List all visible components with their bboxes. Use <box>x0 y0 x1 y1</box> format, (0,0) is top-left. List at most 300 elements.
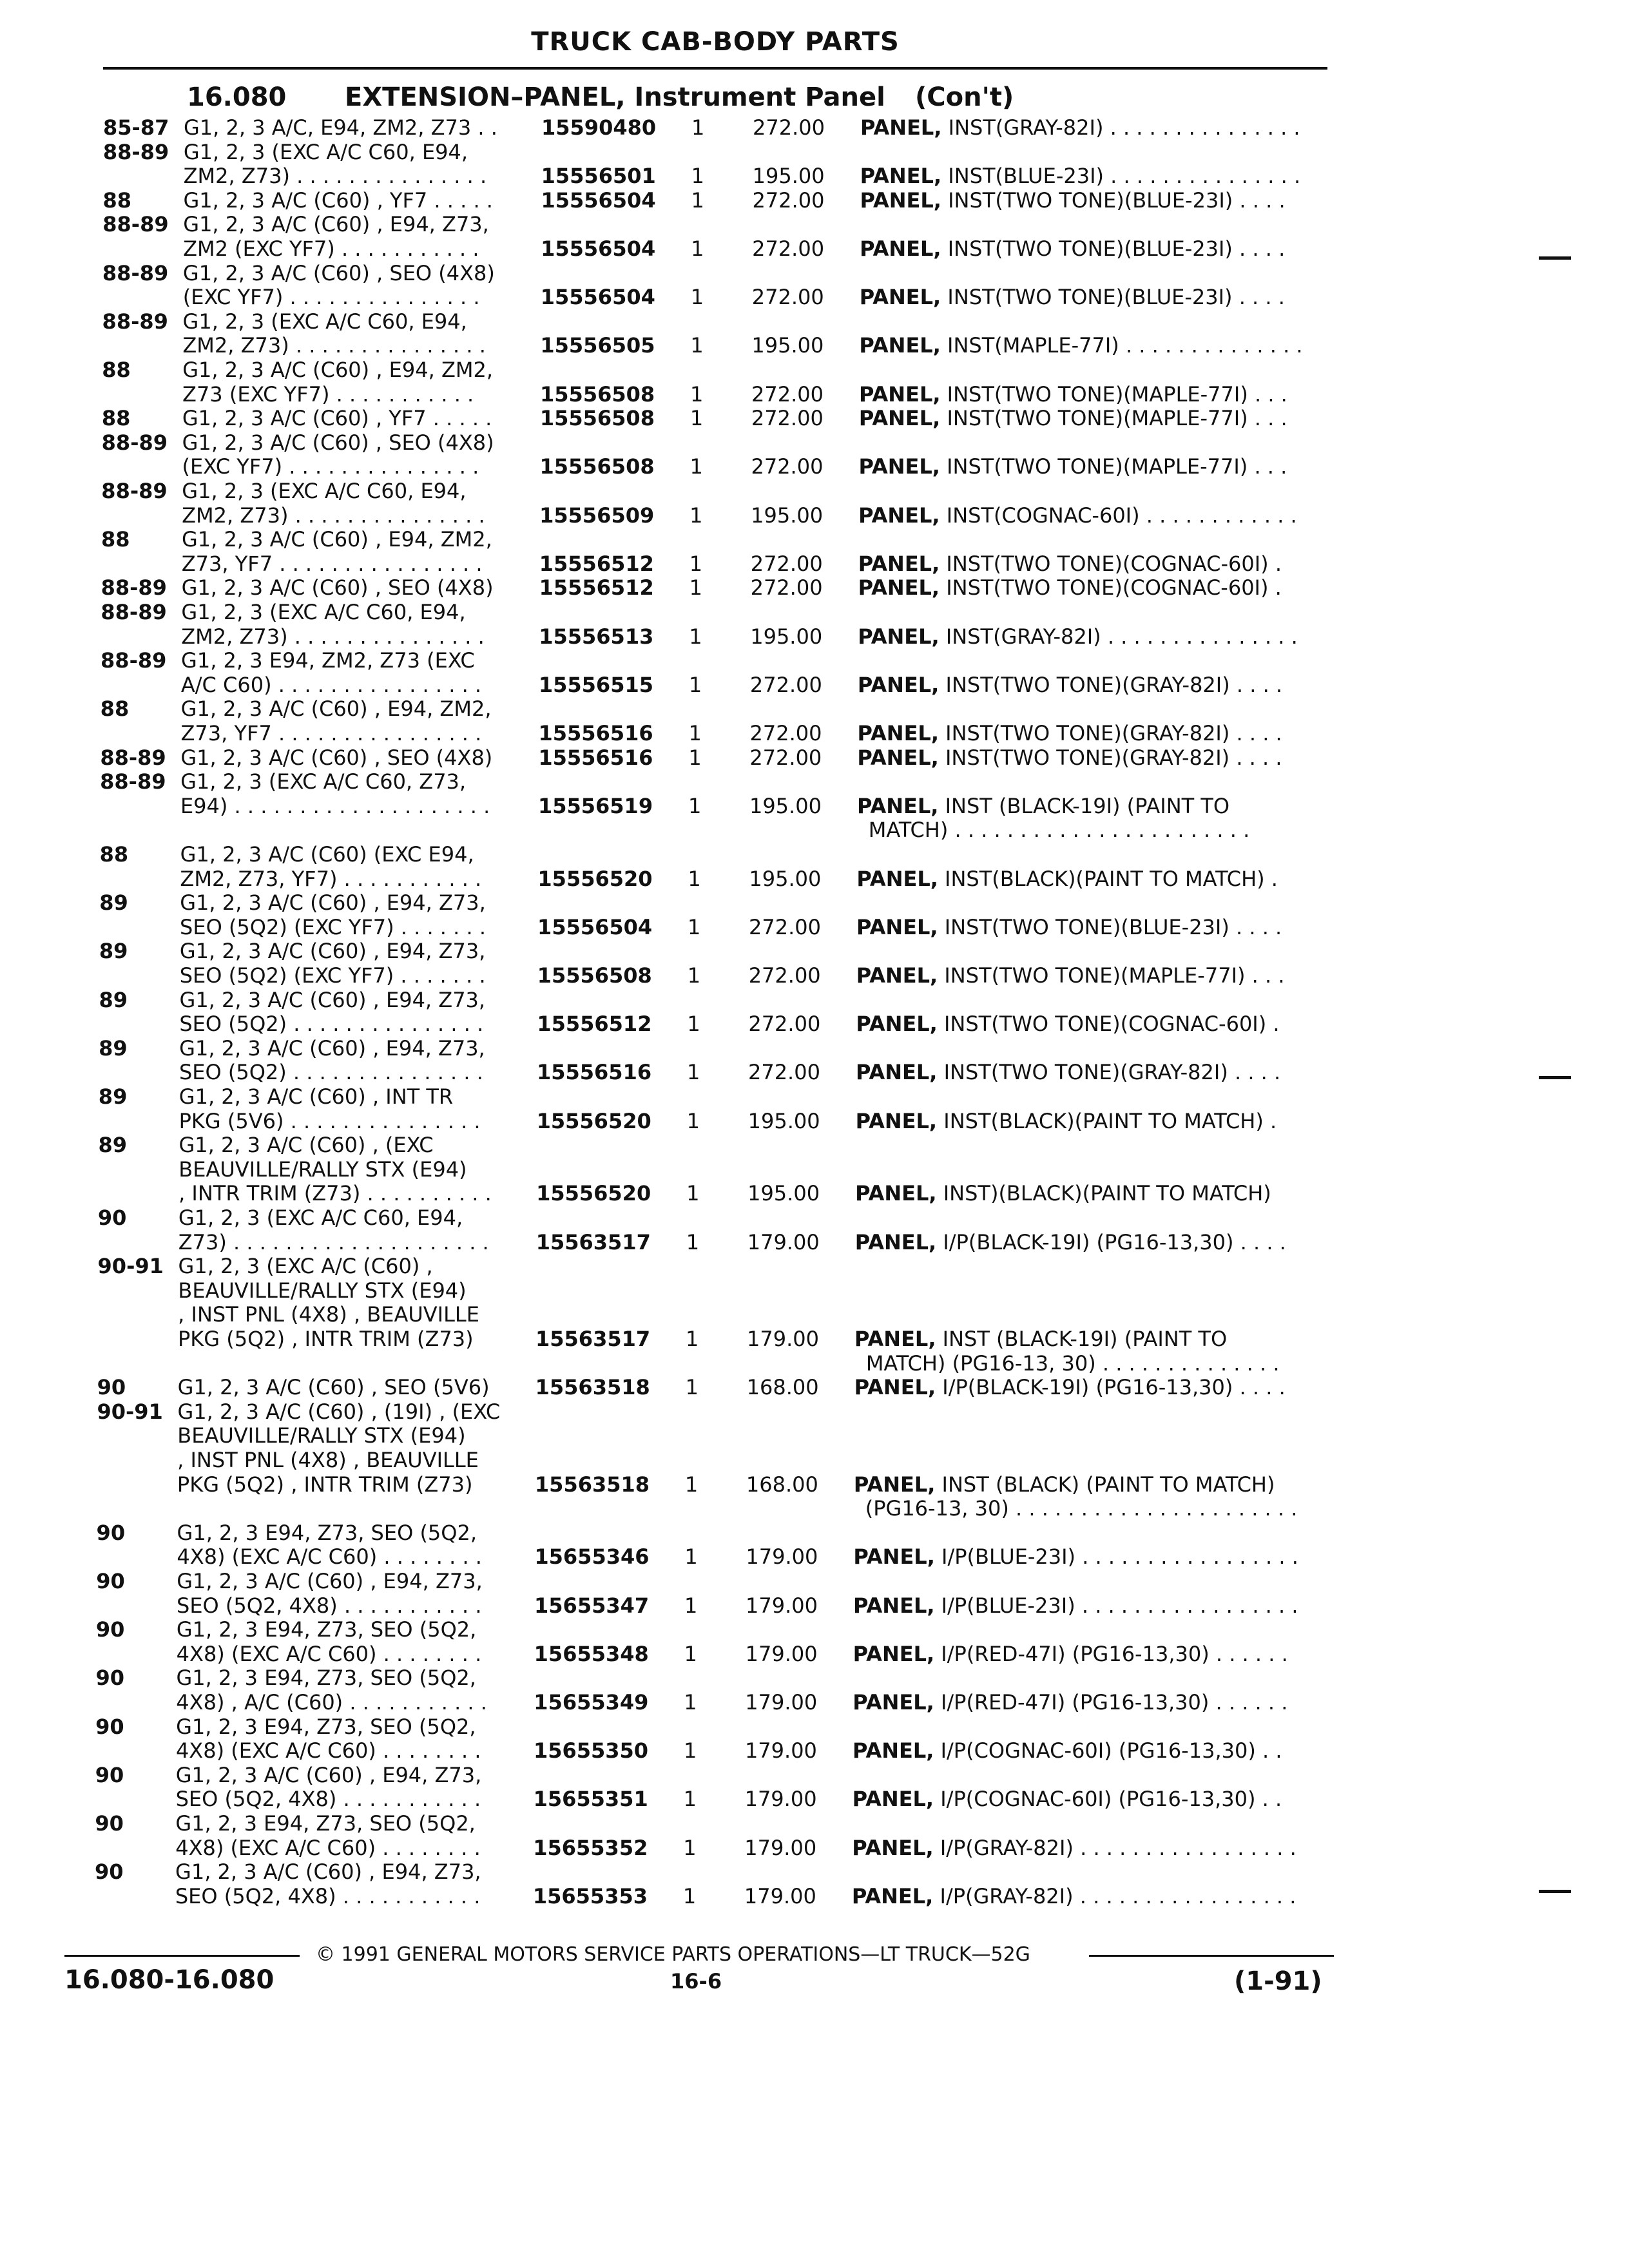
row-description <box>866 1352 1280 1375</box>
table-row <box>0 649 1629 672</box>
row-price: 179.00 <box>747 1229 820 1254</box>
row-part-number: 15556516 <box>538 721 653 745</box>
row-description <box>860 189 1285 212</box>
row-price: 195.00 <box>747 1108 820 1133</box>
row-part-number: 15556508 <box>539 406 655 431</box>
row-application: G1, 2, 3 (EXC A/C C60, E94, <box>178 1206 463 1230</box>
row-description <box>858 625 1298 648</box>
row-description-text: INST(TWO TONE)(COGNAC-60I) . <box>946 575 1282 601</box>
row-application: SEO (5Q2) . . . . . . . . . . . . . . . <box>179 1012 484 1037</box>
row-application: G1, 2, 3 A/C (C60) , E94, Z73, <box>179 1035 485 1061</box>
row-description <box>860 116 1300 139</box>
row-description <box>856 1061 1280 1084</box>
row-application: G1, 2, 3 A/C (C60) , E94, Z73, <box>175 1860 481 1885</box>
table-row <box>0 358 1629 381</box>
row-description-text: INST(TWO TONE)(BLUE-23I) . . . . <box>947 236 1286 261</box>
table-row <box>0 1715 1629 1738</box>
row-year: 90 <box>95 1714 124 1739</box>
row-part-number: 15556501 <box>541 164 656 189</box>
row-description-text: INST (BLACK-19I) (PAINT TO <box>942 1327 1228 1351</box>
row-quantity: 1 <box>684 1690 697 1715</box>
row-part-number: 15556512 <box>539 575 654 601</box>
row-description <box>856 1012 1279 1035</box>
row-quantity: 1 <box>688 745 702 770</box>
row-year: 90 <box>96 1520 126 1545</box>
row-quantity: 1 <box>684 1593 698 1618</box>
row-application: Z73, YF7 . . . . . . . . . . . . . . . . <box>180 721 482 745</box>
row-part-number: 15655347 <box>534 1593 650 1618</box>
row-description <box>853 1545 1298 1568</box>
row-description <box>860 237 1285 260</box>
table-row <box>0 1812 1629 1835</box>
row-part-number: 15556520 <box>536 1181 651 1206</box>
row-quantity: 1 <box>683 1738 697 1763</box>
row-quantity: 1 <box>683 1787 697 1812</box>
row-quantity: 1 <box>689 406 704 431</box>
row-description-noun: PANEL, <box>852 1787 934 1812</box>
page-edge-mark <box>1539 1890 1571 1893</box>
row-part-number: 15556509 <box>539 503 655 528</box>
row-description <box>858 504 1297 527</box>
row-price: 179.00 <box>747 1327 819 1351</box>
row-year: 88-89 <box>102 212 169 237</box>
row-description <box>857 746 1282 769</box>
row-quantity: 1 <box>691 236 704 261</box>
row-price: 272.00 <box>752 236 825 261</box>
row-description <box>858 722 1282 745</box>
table-row <box>0 673 1629 697</box>
row-quantity: 1 <box>690 285 704 310</box>
row-price: 272.00 <box>748 1012 821 1037</box>
row-application: G1, 2, 3 A/C (C60) , E94, Z73, <box>179 939 486 964</box>
table-row <box>0 552 1629 575</box>
table-row <box>0 164 1629 187</box>
row-year: 88-89 <box>101 430 168 455</box>
row-description-noun: PANEL, <box>854 1375 936 1400</box>
row-price: 179.00 <box>744 1883 816 1908</box>
section-title: EXTENSION–PANEL, Instrument Panel <box>345 82 885 112</box>
row-description <box>853 1691 1287 1714</box>
table-row <box>0 455 1629 478</box>
table-row <box>0 891 1629 914</box>
row-application: G1, 2, 3 (EXC A/C C60, E94, <box>182 479 467 503</box>
row-year: 88 <box>100 697 130 722</box>
row-application: BEAUVILLE/RALLY STX (E94) <box>177 1423 466 1448</box>
row-application: G1, 2, 3 A/C (C60) , E94, ZM2, <box>182 358 493 382</box>
row-description-noun: PANEL, <box>853 1472 936 1497</box>
row-part-number: 15556513 <box>539 624 654 649</box>
table-row <box>0 213 1629 236</box>
row-application: PKG (5Q2) , INTR TRIM (Z73) <box>178 1327 474 1351</box>
row-description-noun: PANEL, <box>860 164 942 189</box>
row-description-text: INST(TWO TONE)(GRAY-82I) . . . . <box>945 672 1283 697</box>
table-row <box>0 140 1629 164</box>
row-description-noun: PANEL, <box>855 1108 938 1133</box>
row-price: 168.00 <box>746 1375 819 1400</box>
row-description <box>856 916 1282 939</box>
table-row <box>0 1473 1629 1496</box>
table-row <box>0 867 1629 890</box>
row-quantity: 1 <box>686 1327 699 1351</box>
row-part-number: 15563517 <box>535 1327 651 1351</box>
row-description-text: (PG16-13, 30) . . . . . . . . . . . . . . . . . . . . . . <box>865 1496 1298 1521</box>
row-year: 90 <box>97 1206 127 1230</box>
row-application: G1, 2, 3 A/C (C60) , E94, Z73, <box>180 890 486 916</box>
table-row <box>0 1642 1629 1666</box>
row-year: 88-89 <box>100 769 166 794</box>
row-price: 179.00 <box>744 1787 817 1812</box>
footer-rule-right <box>1089 1955 1334 1957</box>
table-row <box>0 1279 1629 1302</box>
row-part-number: 15556516 <box>538 745 653 770</box>
row-quantity: 1 <box>686 1181 700 1206</box>
table-row <box>0 1061 1629 1084</box>
row-description-text: INST)(BLACK)(PAINT TO MATCH) <box>943 1181 1271 1206</box>
row-year: 88 <box>102 358 131 382</box>
row-part-number: 15556505 <box>540 333 655 358</box>
footer-copyright: © 1991 GENERAL MOTORS SERVICE PARTS OPERATIONS—LT TRUCK—52G <box>316 1943 1030 1966</box>
row-description <box>853 1739 1282 1762</box>
row-application: G1, 2, 3 A/C (C60) , SEO (4X8) <box>180 745 493 770</box>
row-description <box>869 818 1249 841</box>
row-application: SEO (5Q2) (EXC YF7) . . . . . . . <box>180 914 486 939</box>
row-description <box>858 552 1282 575</box>
row-part-number: 15655350 <box>533 1738 649 1763</box>
table-row <box>0 1860 1629 1883</box>
table-row <box>0 1424 1629 1447</box>
row-quantity: 1 <box>688 914 701 939</box>
row-quantity: 1 <box>686 1060 700 1085</box>
row-description-text: INST(COGNAC-60I) . . . . . . . . . . . . <box>946 503 1297 528</box>
row-description-noun: PANEL, <box>858 551 940 576</box>
row-description-noun: PANEL, <box>858 575 940 601</box>
table-row <box>0 1570 1629 1593</box>
row-description-noun: PANEL, <box>859 285 941 310</box>
row-price: 272.00 <box>751 285 824 310</box>
row-quantity: 1 <box>686 1108 700 1133</box>
row-part-number: 15556519 <box>537 793 653 818</box>
row-application: SEO (5Q2) (EXC YF7) . . . . . . . <box>179 963 486 988</box>
row-quantity: 1 <box>691 187 704 213</box>
row-price: 272.00 <box>751 406 824 431</box>
table-row <box>0 988 1629 1012</box>
row-price: 179.00 <box>746 1593 818 1618</box>
row-price: 179.00 <box>746 1544 818 1570</box>
row-year: 88-89 <box>102 260 169 285</box>
row-description-text: INST(TWO TONE)(MAPLE-77I) . . . <box>947 406 1287 431</box>
row-description <box>858 576 1282 599</box>
row-quantity: 1 <box>684 1544 698 1570</box>
row-description-text: INST(BLACK)(PAINT TO MATCH) . <box>945 866 1278 891</box>
row-description-noun: PANEL, <box>855 1060 938 1085</box>
row-description-noun: PANEL, <box>856 1012 938 1037</box>
row-description-text: INST(TWO TONE)(MAPLE-77I) . . . <box>944 963 1285 988</box>
table-row <box>0 262 1629 285</box>
section-continued: (Con't) <box>915 82 1014 112</box>
table-row <box>0 431 1629 454</box>
row-application: ZM2 (EXC YF7) . . . . . . . . . . . <box>183 236 479 261</box>
table-row <box>0 1545 1629 1568</box>
row-application: BEAUVILLE/RALLY STX (E94) <box>178 1278 467 1303</box>
row-application: G1, 2, 3 A/C, E94, ZM2, Z73 . . <box>184 115 497 140</box>
row-description <box>856 964 1285 987</box>
table-row <box>0 1133 1629 1157</box>
row-application: G1, 2, 3 A/C (C60) , SEO (5V6) <box>177 1375 490 1400</box>
table-row <box>0 1448 1629 1472</box>
row-description-text: INST(BLUE-23I) . . . . . . . . . . . . . . . <box>948 164 1301 189</box>
table-row <box>0 1182 1629 1205</box>
row-description-noun: PANEL, <box>857 745 939 770</box>
table-row <box>0 576 1629 599</box>
row-description-noun: PANEL, <box>858 406 941 431</box>
page-edge-mark <box>1539 256 1571 260</box>
row-description-text: I/P(BLUE-23I) . . . . . . . . . . . . . . . . . <box>941 1593 1298 1618</box>
row-application: 4X8) , A/C (C60) . . . . . . . . . . . <box>176 1690 487 1715</box>
row-quantity: 1 <box>684 1641 698 1666</box>
row-description-text: INST (BLACK-19I) (PAINT TO <box>945 793 1230 818</box>
row-description-noun: PANEL, <box>857 721 939 745</box>
table-row <box>0 770 1629 793</box>
row-part-number: 15556520 <box>536 1108 651 1133</box>
row-application: G1, 2, 3 A/C (C60) (EXC E94, <box>180 842 474 867</box>
footer-page-number: 16-6 <box>670 1969 722 1994</box>
row-year: 88-89 <box>100 745 166 770</box>
row-price: 195.00 <box>752 164 825 189</box>
row-description-text: I/P(BLACK-19I) (PG16-13,30) . . . . <box>943 1229 1286 1254</box>
table-row <box>0 1158 1629 1181</box>
row-year: 88-89 <box>101 648 167 673</box>
row-description <box>854 1376 1286 1399</box>
table-row <box>0 1594 1629 1617</box>
row-quantity: 1 <box>682 1883 697 1908</box>
row-application: G1, 2, 3 (EXC A/C C60, E94, <box>182 309 467 334</box>
row-description-noun: PANEL, <box>856 914 938 939</box>
table-row <box>0 1618 1629 1641</box>
row-application: G1, 2, 3 A/C (C60) , YF7 . . . . . <box>182 406 492 431</box>
row-description-text: INST(TWO TONE)(GRAY-82I) . . . . <box>943 1060 1281 1085</box>
row-description-text: MATCH) . . . . . . . . . . . . . . . . . . . . . . . <box>868 818 1250 843</box>
row-application: ZM2, Z73) . . . . . . . . . . . . . . . <box>182 503 485 528</box>
row-application: Z73) . . . . . . . . . . . . . . . . . . . . <box>178 1229 489 1254</box>
table-row <box>0 1206 1629 1229</box>
row-application: G1, 2, 3 E94, Z73, SEO (5Q2, <box>177 1520 477 1545</box>
row-year: 88 <box>99 842 129 867</box>
row-year: 88-89 <box>101 600 167 624</box>
row-description <box>854 1327 1227 1350</box>
row-description <box>852 1836 1296 1860</box>
row-application: BEAUVILLE/RALLY STX (E94) <box>178 1157 467 1182</box>
row-description <box>865 1497 1298 1520</box>
row-description <box>855 1182 1271 1205</box>
row-part-number: 15556504 <box>537 914 653 939</box>
row-application: G1, 2, 3 A/C (C60) , E94, Z73, <box>175 1762 482 1787</box>
row-quantity: 1 <box>689 551 703 576</box>
row-application: Z73, YF7 . . . . . . . . . . . . . . . . <box>181 551 483 576</box>
row-description-noun: PANEL, <box>859 381 941 407</box>
row-application: , INST PNL (4X8) , BEAUVILLE <box>178 1302 479 1327</box>
table-row <box>0 285 1629 309</box>
row-application: G1, 2, 3 (EXC A/C C60, E94, <box>181 600 466 624</box>
row-description-text: I/P(COGNAC-60I) (PG16-13,30) . . <box>940 1787 1282 1812</box>
row-description-noun: PANEL, <box>853 1690 934 1715</box>
row-year: 85-87 <box>103 115 169 140</box>
row-description-noun: PANEL, <box>853 1544 935 1570</box>
row-description <box>854 1473 1275 1496</box>
table-row <box>0 697 1629 720</box>
row-application: 4X8) (EXC A/C C60) . . . . . . . . <box>176 1641 482 1666</box>
row-part-number: 15563518 <box>534 1472 650 1497</box>
row-application: , INST PNL (4X8) , BEAUVILLE <box>177 1448 479 1472</box>
row-year: 88 <box>101 527 130 552</box>
row-description <box>859 407 1287 430</box>
row-description-text: INST(GRAY-82I) . . . . . . . . . . . . . . . <box>948 115 1300 140</box>
row-year: 88-89 <box>102 139 169 164</box>
row-year: 89 <box>99 890 128 916</box>
table-row <box>0 407 1629 430</box>
row-application: , INTR TRIM (Z73) . . . . . . . . . . <box>178 1181 492 1206</box>
row-quantity: 1 <box>691 164 704 189</box>
row-price: 195.00 <box>751 333 824 358</box>
table-row <box>0 794 1629 818</box>
row-description-text: I/P(BLACK-19I) (PG16-13,30) . . . . <box>942 1375 1286 1400</box>
row-quantity: 1 <box>687 1012 700 1037</box>
row-price: 272.00 <box>749 914 822 939</box>
table-row <box>0 1836 1629 1860</box>
row-description-text: INST(TWO TONE)(COGNAC-60I) . <box>943 1012 1280 1037</box>
row-description <box>852 1885 1296 1908</box>
row-quantity: 1 <box>689 624 702 649</box>
row-price: 272.00 <box>750 551 823 576</box>
table-row <box>0 310 1629 333</box>
row-application: G1, 2, 3 A/C (C60) , (EXC <box>178 1133 434 1158</box>
row-application: G1, 2, 3 (EXC A/C (C60) , <box>178 1254 433 1279</box>
table-row <box>0 237 1629 260</box>
row-application: G1, 2, 3 A/C (C60) , SEO (4X8) <box>181 575 494 601</box>
row-description-text: INST(TWO TONE)(GRAY-82I) . . . . <box>945 745 1282 770</box>
row-year: 90 <box>95 1762 124 1787</box>
row-application: SEO (5Q2, 4X8) . . . . . . . . . . . <box>177 1593 482 1618</box>
row-quantity: 1 <box>690 381 704 407</box>
row-year: 88 <box>102 187 131 213</box>
row-application: ZM2, Z73, YF7) . . . . . . . . . . . <box>180 866 482 891</box>
table-row <box>0 625 1629 648</box>
row-description-text: INST (BLACK) (PAINT TO MATCH) <box>941 1472 1275 1497</box>
row-description-noun: PANEL, <box>854 1229 937 1254</box>
row-application: G1, 2, 3 A/C (C60) , INT TR <box>178 1084 454 1109</box>
row-description-noun: PANEL, <box>859 333 941 358</box>
row-description-noun: PANEL, <box>856 793 939 818</box>
table-row <box>0 1327 1629 1350</box>
row-price: 272.00 <box>749 672 822 697</box>
row-application: SEO (5Q2, 4X8) . . . . . . . . . . . <box>175 1883 481 1908</box>
page-title: TRUCK CAB-BODY PARTS <box>531 27 900 57</box>
row-quantity: 1 <box>686 1229 700 1254</box>
row-description <box>859 383 1287 406</box>
row-description-text: INST(TWO TONE)(GRAY-82I) . . . . <box>945 721 1282 745</box>
row-application: G1, 2, 3 A/C (C60) , E94, Z73, <box>177 1569 483 1593</box>
row-application: G1, 2, 3 A/C (C60) , E94, ZM2, <box>180 697 492 722</box>
row-part-number: 15556516 <box>536 1060 652 1085</box>
row-year: 88-89 <box>101 575 167 601</box>
row-part-number: 15655349 <box>534 1690 649 1715</box>
row-price: 195.00 <box>750 624 823 649</box>
row-description-noun: PANEL, <box>858 624 940 649</box>
row-year: 90 <box>95 1617 125 1642</box>
row-year: 90 <box>95 1860 124 1885</box>
footer-section-range: 16.080-16.080 <box>64 1965 275 1995</box>
table-row <box>0 334 1629 357</box>
row-application: G1, 2, 3 A/C (C60) , (19I) , (EXC <box>177 1399 501 1424</box>
row-price: 179.00 <box>744 1738 817 1763</box>
row-description-text: INST(MAPLE-77I) . . . . . . . . . . . . . . <box>947 333 1303 358</box>
row-application: G1, 2, 3 A/C (C60) , E94, Z73, <box>183 212 489 237</box>
row-price: 195.00 <box>749 866 822 891</box>
row-description-noun: PANEL, <box>857 672 940 697</box>
row-application: G1, 2, 3 E94, Z73, SEO (5Q2, <box>176 1666 476 1691</box>
row-application: E94) . . . . . . . . . . . . . . . . . . . . <box>180 793 490 818</box>
row-application: SEO (5Q2, 4X8) . . . . . . . . . . . <box>175 1787 481 1812</box>
table-row <box>0 189 1629 212</box>
row-year: 88-89 <box>101 479 168 503</box>
row-application: G1, 2, 3 (EXC A/C C60, Z73, <box>180 769 467 794</box>
table-row <box>0 1885 1629 1908</box>
row-description-text: I/P(RED-47I) (PG16-13,30) . . . . . . <box>941 1641 1288 1666</box>
table-row <box>0 964 1629 987</box>
row-part-number: 15556504 <box>541 236 656 261</box>
row-quantity: 1 <box>688 793 702 818</box>
row-application: G1, 2, 3 E94, Z73, SEO (5Q2, <box>176 1617 477 1642</box>
row-application: G1, 2, 3 A/C (C60) , E94, Z73, <box>179 987 486 1012</box>
row-price: 179.00 <box>744 1835 817 1860</box>
row-quantity: 1 <box>688 672 702 697</box>
row-application: G1, 2, 3 E94, Z73, SEO (5Q2, <box>176 1714 476 1739</box>
row-description-text: MATCH) (PG16-13, 30) . . . . . . . . . . . . . . <box>865 1350 1280 1376</box>
table-row <box>0 383 1629 406</box>
row-price: 195.00 <box>751 503 824 528</box>
row-part-number: 15556504 <box>541 187 656 213</box>
row-application: 4X8) (EXC A/C C60) . . . . . . . . <box>177 1544 482 1570</box>
row-description <box>853 1787 1282 1811</box>
row-application: ZM2, Z73) . . . . . . . . . . . . . . . <box>182 333 486 358</box>
table-row <box>0 504 1629 527</box>
row-description-noun: PANEL, <box>852 1738 934 1763</box>
row-price: 195.00 <box>747 1181 820 1206</box>
row-year: 89 <box>99 987 128 1012</box>
row-description <box>856 867 1278 890</box>
row-description-text: INST(TWO TONE)(BLUE-23I) . . . . <box>947 285 1285 310</box>
row-quantity: 1 <box>685 1375 699 1400</box>
row-description-noun: PANEL, <box>855 1181 937 1206</box>
row-part-number: 15655352 <box>533 1835 648 1860</box>
row-description <box>860 164 1301 187</box>
section-number: 16.080 <box>187 82 287 112</box>
table-row <box>0 1376 1629 1399</box>
row-application: PKG (5Q2) , INTR TRIM (Z73) <box>177 1472 473 1497</box>
row-description <box>858 673 1282 697</box>
row-quantity: 1 <box>688 866 701 891</box>
row-part-number: 15556508 <box>540 381 655 407</box>
row-price: 272.00 <box>748 963 821 988</box>
row-description-text: I/P(COGNAC-60I) (PG16-13,30) . . <box>940 1738 1282 1763</box>
row-part-number: 15556512 <box>537 1012 652 1037</box>
row-year: 90 <box>96 1569 125 1593</box>
row-application: SEO (5Q2) . . . . . . . . . . . . . . . <box>178 1060 483 1085</box>
row-part-number: 15563518 <box>535 1375 650 1400</box>
row-description-noun: PANEL, <box>851 1883 934 1908</box>
row-application: G1, 2, 3 E94, Z73, SEO (5Q2, <box>175 1811 476 1836</box>
row-description <box>853 1642 1288 1666</box>
table-row <box>0 1691 1629 1714</box>
